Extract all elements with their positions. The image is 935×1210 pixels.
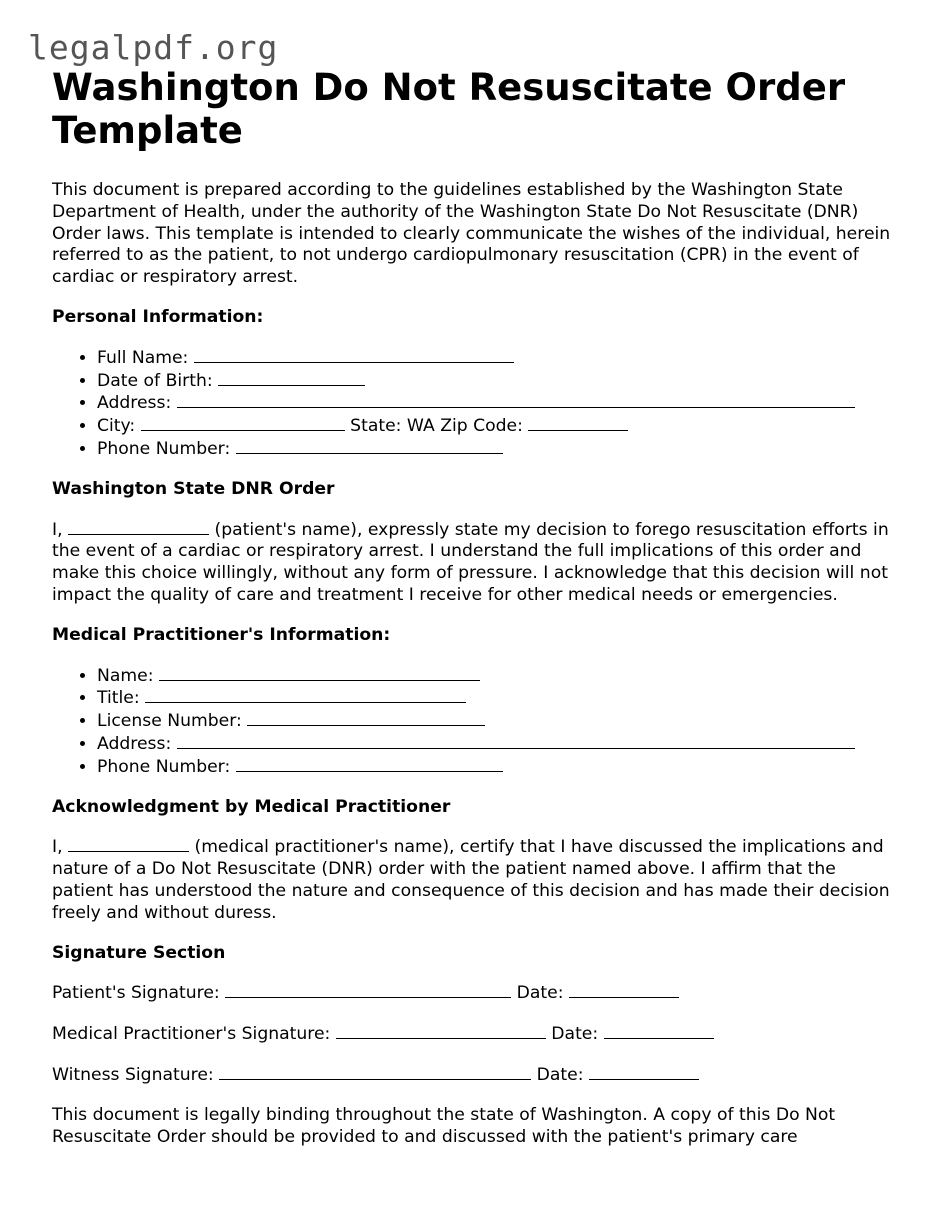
acknowledgment-heading: Acknowledgment by Medical Practitioner xyxy=(52,796,451,817)
practitioner-signature-line xyxy=(52,1023,892,1046)
list-item xyxy=(97,347,892,370)
ack-statement: (medical practitioner's name), certify that I have discussed the implications and nature of a Do Not Resuscitate (DNR) order with the patient named above. I affirm that the patient has understood the nature and consequence of this decision and has made their decision freely and without duress. xyxy=(52,837,890,923)
practitioner-date-field[interactable] xyxy=(604,1023,714,1039)
ack-prefix: I, xyxy=(52,837,63,858)
acknowledgment-paragraph xyxy=(52,836,892,924)
personal-information-heading: Personal Information: xyxy=(52,306,264,327)
witness-date-field[interactable] xyxy=(589,1064,699,1080)
city-label: City: xyxy=(97,416,136,437)
practitioner-address-label: Address: xyxy=(97,733,172,754)
list-item xyxy=(97,687,892,710)
date-of-birth-field[interactable] xyxy=(218,370,365,386)
personal-information-list xyxy=(52,347,892,461)
practitioner-title-field[interactable] xyxy=(145,687,466,703)
list-item xyxy=(97,756,892,779)
patient-signature-line xyxy=(52,982,892,1005)
date-label: Date: xyxy=(536,1064,584,1085)
practitioner-signature-field[interactable] xyxy=(336,1023,546,1039)
practitioner-phone-field[interactable] xyxy=(236,756,503,772)
full-name-label: Full Name: xyxy=(97,347,189,368)
zip-code-field[interactable] xyxy=(528,415,628,431)
dnr-prefix: I, xyxy=(52,519,63,540)
patient-signature-field[interactable] xyxy=(225,982,511,998)
practitioner-name-field[interactable] xyxy=(159,665,480,681)
date-of-birth-label: Date of Birth: xyxy=(97,370,213,391)
patient-date-field[interactable] xyxy=(569,982,679,998)
intro-paragraph: This document is prepared according to the guidelines established by the Washington State Department of Health, under the authority of the Washington State Do Not Resuscitate (DNR) Order laws. This template is intended to clearly communicate the wishes of the individual, herein referred to as the patient, to not undergo cardiopulmonary resuscitation (CPR) in the event of cardiac or respiratory arrest. xyxy=(52,180,891,288)
footer-paragraph: This document is legally binding throughout the state of Washington. A copy of this Do Not Resuscitate Order should be provided to and discussed with the patient's primary care xyxy=(52,1104,836,1147)
address-label: Address: xyxy=(97,393,172,414)
phone-number-label: Phone Number: xyxy=(97,438,231,459)
list-item xyxy=(97,392,892,415)
practitioner-name-label: Name: xyxy=(97,665,154,686)
dnr-order-heading: Washington State DNR Order xyxy=(52,478,335,499)
signature-section-heading: Signature Section xyxy=(52,942,226,963)
practitioner-signature-label: Medical Practitioner's Signature: xyxy=(52,1024,331,1045)
full-name-field[interactable] xyxy=(194,347,514,363)
patient-signature-label: Patient's Signature: xyxy=(52,983,220,1004)
phone-number-field[interactable] xyxy=(236,438,503,454)
document-title: Washington Do Not Resuscitate Order Template xyxy=(52,66,846,152)
practitioner-information-heading: Medical Practitioner's Information: xyxy=(52,624,391,645)
list-item xyxy=(97,415,892,438)
document-body xyxy=(52,66,892,1148)
practitioner-name-inline-field[interactable] xyxy=(68,836,189,852)
practitioner-information-list xyxy=(52,665,892,779)
list-item xyxy=(97,665,892,688)
list-item xyxy=(97,370,892,393)
license-number-label: License Number: xyxy=(97,711,242,732)
city-field[interactable] xyxy=(141,415,345,431)
list-item xyxy=(97,710,892,733)
patient-name-field[interactable] xyxy=(68,519,209,535)
date-label: Date: xyxy=(551,1024,599,1045)
watermark-logo: legalpdf.org xyxy=(28,28,279,67)
dnr-statement: (patient's name), expressly state my decision to forego resuscitation efforts in the event of a cardiac or respiratory arrest. I understand the full implications of this order and make this choice willingly, without any form of pressure. I acknowledge that this decision will not impact the quality of care and treatment I receive for other medical needs or emergencies. xyxy=(52,519,889,605)
list-item xyxy=(97,438,892,461)
practitioner-title-label: Title: xyxy=(97,688,140,709)
state-zip-label: State: WA Zip Code: xyxy=(350,416,523,437)
date-label: Date: xyxy=(516,983,564,1004)
witness-signature-line xyxy=(52,1064,892,1087)
list-item xyxy=(97,733,892,756)
witness-signature-field[interactable] xyxy=(219,1064,531,1080)
address-field[interactable] xyxy=(177,392,855,408)
dnr-order-paragraph xyxy=(52,519,892,607)
witness-signature-label: Witness Signature: xyxy=(52,1064,214,1085)
practitioner-address-field[interactable] xyxy=(177,733,855,749)
license-number-field[interactable] xyxy=(247,710,485,726)
practitioner-phone-label: Phone Number: xyxy=(97,756,231,777)
